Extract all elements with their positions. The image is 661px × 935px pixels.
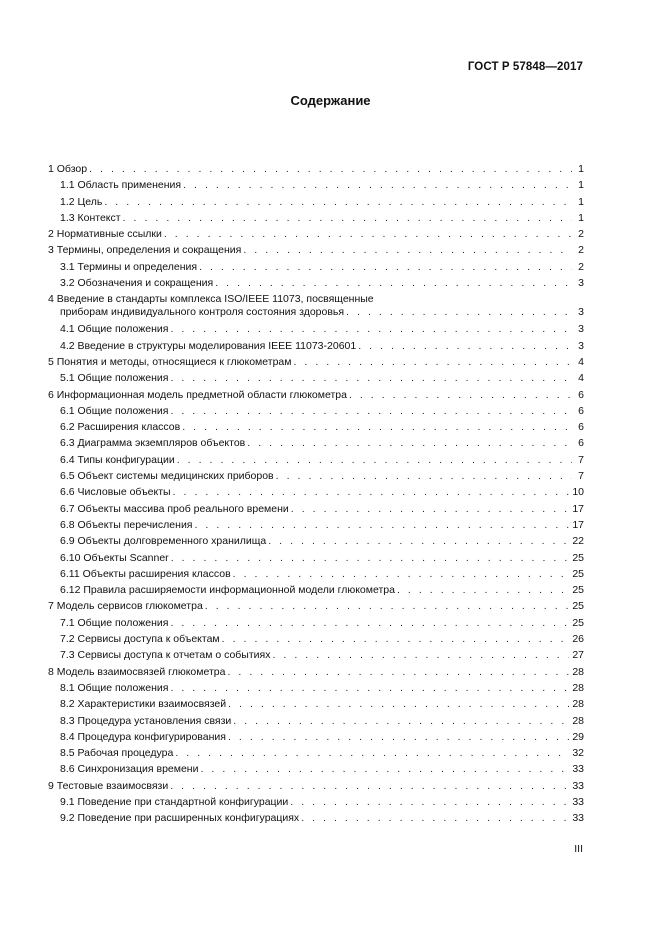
toc-title: Содержание — [290, 93, 371, 108]
toc-dot-leader — [170, 780, 569, 793]
toc-entry-label: 6.6 Числовые объекты — [60, 486, 171, 499]
toc-entry[interactable] — [48, 762, 584, 778]
toc-entry[interactable] — [48, 551, 584, 567]
toc-entry-label: 4.1 Общие положения — [60, 323, 169, 336]
toc-entry[interactable] — [48, 534, 584, 550]
toc-entry-page: 33 — [572, 763, 584, 776]
toc-entry-label: 6.8 Объекты перечисления — [60, 518, 193, 531]
toc-entry[interactable] — [48, 502, 584, 518]
toc-dot-leader — [233, 715, 569, 728]
toc-entry-page: 25 — [572, 584, 584, 597]
toc-entry[interactable] — [48, 195, 584, 211]
toc-entry-page: 3 — [578, 339, 584, 352]
toc-dot-leader — [397, 584, 569, 597]
page-number: III — [574, 843, 583, 855]
toc-entry-label: 7 Модель сервисов глюкометра — [48, 600, 203, 613]
toc-entry-label: 6.11 Объекты расширения классов — [60, 567, 231, 580]
toc-entry-page: 3 — [578, 323, 584, 336]
toc-dot-leader — [171, 552, 570, 565]
toc-entry-label: 8.4 Процедура конфигурирования — [60, 730, 226, 743]
toc-dot-leader — [199, 261, 572, 274]
toc-entry-label: 3.2 Обозначения и сокращения — [60, 277, 214, 290]
toc-entry-label: 6.3 Диаграмма экземпляров объектов — [60, 437, 246, 450]
toc-entry-label: 3 Термины, определения и сокращения — [48, 244, 242, 257]
toc-entry[interactable] — [48, 469, 584, 485]
toc-entry-label: 4.2 Введение в структуры моделирования IEEE 11073-20601 — [60, 339, 357, 352]
toc-dot-leader — [170, 405, 572, 418]
toc-entry[interactable] — [48, 616, 584, 632]
toc-entry-page: 6 — [578, 421, 584, 434]
toc-entry[interactable] — [48, 681, 584, 697]
toc-entry-label: 6.5 Объект системы медицинских приборов — [60, 470, 274, 483]
toc-entry-label: 7.3 Сервисы доступа к отчетам о событиях — [60, 649, 271, 662]
toc-entry-label: 8.3 Процедура установления связи — [60, 714, 232, 727]
toc-entry-page: 2 — [578, 260, 584, 273]
toc-dot-leader — [200, 763, 569, 776]
toc-entry[interactable] — [48, 648, 584, 664]
toc-entry-label: 7.2 Сервисы доступа к объектам — [60, 633, 220, 646]
toc-dot-leader — [243, 244, 572, 257]
toc-entry[interactable] — [48, 243, 584, 259]
toc-entry-label: 7.1 Общие положения — [60, 616, 169, 629]
toc-dot-leader — [227, 666, 569, 679]
toc-entry[interactable] — [48, 322, 584, 338]
toc-entry[interactable] — [48, 567, 584, 583]
toc-entry[interactable] — [48, 371, 584, 387]
toc-entry-page: 25 — [572, 616, 584, 629]
toc-dot-leader — [268, 535, 569, 548]
toc-entry-page: 33 — [572, 779, 584, 792]
toc-entry-page: 28 — [572, 698, 584, 711]
toc-dot-leader — [233, 568, 570, 581]
toc-entry[interactable] — [48, 485, 584, 501]
toc-entry-page: 1 — [578, 195, 584, 208]
toc-entry[interactable] — [48, 211, 584, 227]
toc-entry-label: 5 Понятия и методы, относящиеся к глюкометрам — [48, 355, 292, 368]
toc-entry-page: 1 — [578, 179, 584, 192]
toc-entry-label: 1.1 Область применения — [60, 179, 182, 192]
toc-entry-page: 3 — [578, 277, 584, 290]
toc-entry-label: 9.1 Поведение при стандартной конфигурации — [60, 795, 289, 808]
toc-dot-leader — [170, 372, 572, 385]
toc-entry-label: 6 Информационная модель предметной области глюкометра — [48, 388, 347, 401]
toc-entry[interactable] — [48, 292, 584, 322]
toc-entry[interactable] — [48, 162, 584, 178]
toc-entry-label: 8.6 Синхронизация времени — [60, 763, 199, 776]
toc-dot-leader — [164, 228, 572, 241]
toc-dot-leader — [175, 747, 569, 760]
toc-dot-leader — [290, 796, 569, 809]
toc-entry-label: 8 Модель взаимосвязей глюкометра — [48, 665, 226, 678]
toc-entry-page: 4 — [578, 355, 584, 368]
toc-dot-leader — [293, 356, 572, 369]
toc-entry-label: 2 Нормативные ссылки — [48, 228, 162, 241]
toc-entry[interactable] — [48, 518, 584, 534]
toc-entry[interactable] — [48, 178, 584, 194]
toc-dot-leader — [276, 470, 572, 483]
toc-entry-page: 17 — [572, 502, 584, 515]
toc-dot-leader — [183, 179, 572, 192]
toc-entry-label: 8.5 Рабочая процедура — [60, 747, 174, 760]
toc-dot-leader — [89, 163, 572, 176]
toc-entry[interactable] — [48, 453, 584, 469]
toc-entry-page: 26 — [572, 633, 584, 646]
toc-entry-page: 7 — [578, 470, 584, 483]
toc-dot-leader — [247, 437, 572, 450]
toc-entry[interactable] — [48, 779, 584, 795]
toc-entry[interactable] — [48, 355, 584, 371]
toc-entry-label: 5.1 Общие положения — [60, 372, 169, 385]
toc-entry[interactable] — [48, 811, 584, 827]
toc-dot-leader — [182, 421, 572, 434]
toc-entry-page: 25 — [572, 600, 584, 613]
toc-entry[interactable] — [48, 632, 584, 648]
toc-entry-page: 7 — [578, 453, 584, 466]
toc-entry-label: 9 Тестовые взаимосвязи — [48, 779, 169, 792]
toc-dot-leader — [222, 633, 570, 646]
toc-entry-page: 6 — [578, 388, 584, 401]
toc-entry[interactable] — [48, 260, 584, 276]
toc-entry-page: 25 — [572, 567, 584, 580]
toc-entry-label: 8.1 Общие положения — [60, 681, 169, 694]
toc-entry-label: 9.2 Поведение при расширенных конфигурациях — [60, 812, 300, 825]
toc-entry[interactable] — [48, 276, 584, 292]
document-header: ГОСТ Р 57848—2017 — [467, 61, 583, 73]
toc-entry-label: 6.4 Типы конфигурации — [60, 453, 175, 466]
toc-dot-leader — [215, 277, 572, 290]
toc-dot-leader — [173, 486, 570, 499]
toc-entry-page: 28 — [572, 714, 584, 727]
toc-entry-page: 10 — [572, 486, 584, 499]
toc-entry[interactable] — [48, 599, 584, 615]
toc-dot-leader — [228, 731, 569, 744]
toc-entry-label: 1 Обзор — [48, 163, 88, 175]
toc-entry[interactable] — [48, 436, 584, 452]
toc-entry-label: 3.1 Термины и определения — [60, 260, 198, 273]
toc-entry-page: 28 — [572, 681, 584, 694]
toc-entry-page: 1 — [578, 163, 584, 175]
toc-entry-page: 32 — [572, 747, 584, 760]
toc-entry-page: 33 — [572, 795, 584, 808]
toc-entry-label: 4 Введение в стандарты комплекса ISO/IEEE 11073, посвященные — [48, 293, 374, 306]
toc-entry[interactable] — [48, 795, 584, 811]
table-of-contents — [48, 162, 584, 828]
toc-entry-page: 25 — [572, 551, 584, 564]
toc-entry-page: 6 — [578, 437, 584, 450]
toc-dot-leader — [170, 617, 569, 630]
toc-dot-leader — [170, 323, 572, 336]
toc-dot-leader — [177, 454, 572, 467]
toc-entry-page: 4 — [578, 372, 584, 385]
toc-entry-page: 22 — [572, 535, 584, 548]
toc-entry-label: 1.3 Контекст — [60, 211, 121, 224]
toc-entry[interactable] — [48, 714, 584, 730]
toc-entry-label: 6.10 Объекты Scanner — [60, 551, 169, 564]
toc-dot-leader — [170, 682, 569, 695]
toc-entry-label: 8.2 Характеристики взаимосвязей — [60, 698, 227, 711]
toc-entry-page: 2 — [578, 244, 584, 257]
toc-dot-leader — [228, 698, 569, 711]
toc-entry-label: 6.2 Расширения классов — [60, 421, 181, 434]
toc-entry[interactable] — [48, 339, 584, 355]
toc-entry-label: 6.1 Общие положения — [60, 404, 169, 417]
toc-entry-label: 6.9 Объекты долговременного хранилища — [60, 535, 267, 548]
toc-dot-leader — [104, 196, 572, 209]
toc-entry-label: 6.7 Объекты массива проб реального времени — [60, 502, 289, 515]
toc-entry-label-continuation: приборам индивидуального контроля состояния здоровья — [60, 306, 345, 319]
toc-dot-leader — [272, 649, 569, 662]
toc-entry[interactable] — [48, 420, 584, 436]
toc-entry-page: 2 — [578, 228, 584, 241]
toc-dot-leader — [123, 212, 572, 225]
toc-entry-label: 1.2 Цель — [60, 195, 103, 208]
toc-entry[interactable] — [48, 730, 584, 746]
toc-dot-leader — [291, 503, 570, 516]
toc-entry[interactable] — [48, 404, 584, 420]
toc-entry-page: 6 — [578, 404, 584, 417]
toc-dot-leader — [301, 812, 569, 825]
toc-dot-leader — [349, 389, 572, 402]
toc-entry[interactable] — [48, 388, 584, 404]
toc-entry[interactable] — [48, 583, 584, 599]
toc-entry-page: 1 — [578, 211, 584, 224]
toc-dot-leader — [195, 519, 570, 532]
toc-entry[interactable] — [48, 227, 584, 243]
toc-dot-leader — [205, 600, 570, 613]
toc-entry-page: 17 — [572, 518, 584, 531]
toc-entry[interactable] — [48, 697, 584, 713]
toc-entry-page: 33 — [572, 812, 584, 825]
toc-entry-page: 29 — [572, 730, 584, 743]
toc-entry[interactable] — [48, 665, 584, 681]
toc-entry-page: 27 — [572, 649, 584, 662]
toc-entry-page: 28 — [572, 665, 584, 678]
toc-entry-page: 3 — [578, 306, 584, 319]
toc-entry-label: 6.12 Правила расширяемости информационной модели глюкометра — [60, 584, 395, 597]
toc-dot-leader — [346, 306, 572, 319]
toc-dot-leader — [358, 340, 572, 353]
toc-entry[interactable] — [48, 746, 584, 762]
